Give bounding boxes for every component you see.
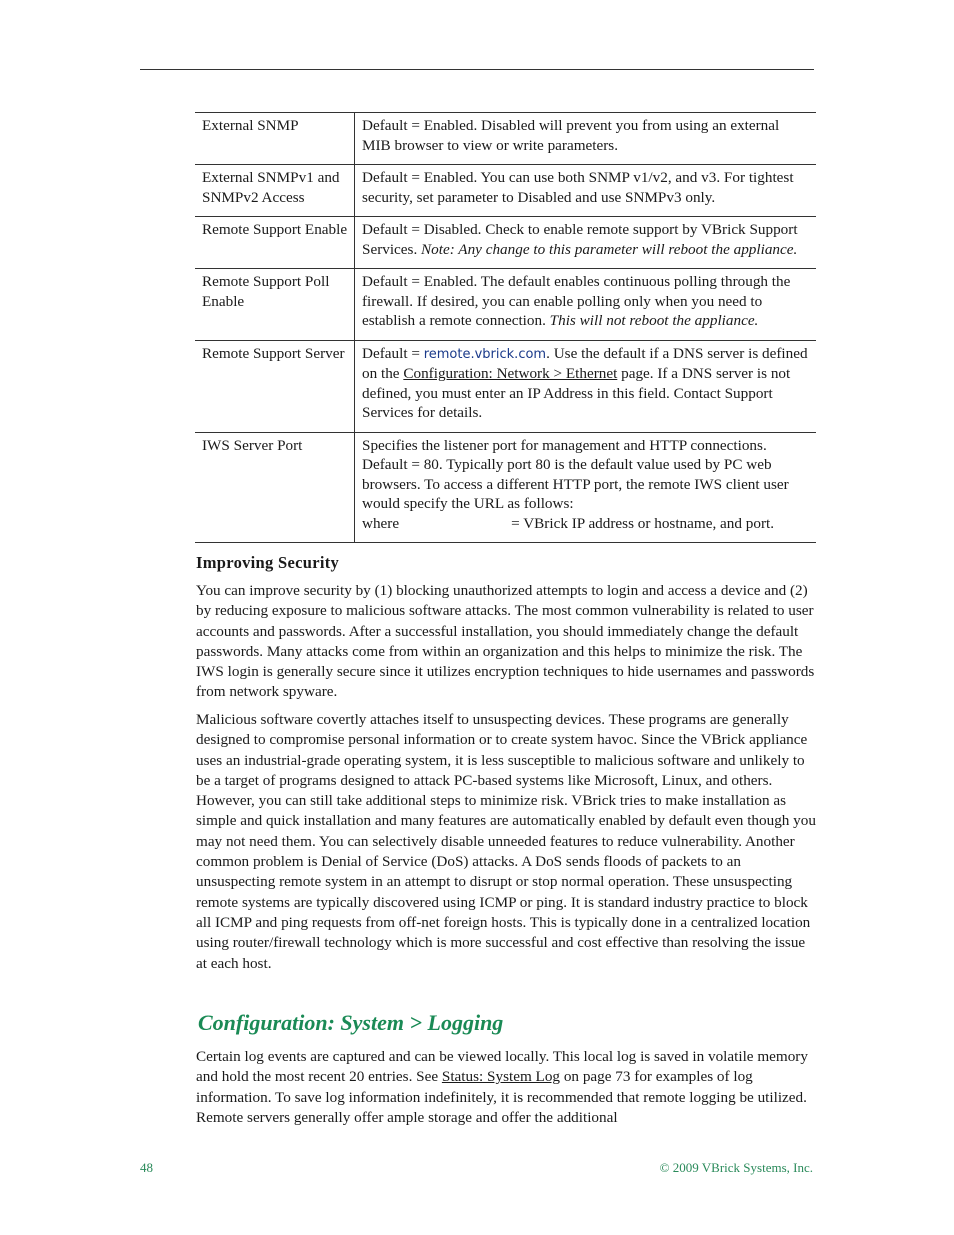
param-description: Default = Enabled. You can use both SNMP v1/v2, and v3. For tightest security, set parameter to Disabled and use SNMPv3 only. [355, 165, 817, 217]
security-paragraph-2: Malicious software covertly attaches itself to unsuspecting devices. These programs are generally designed to compromise personal information or to create system havoc. Since the VBrick appliance uses an industrial-grade operating system, it is less susceptible to malicious software and unlikely to be a target of programs designed to attack PC-based systems like Microsoft, Linux, and others. However, you can still take additional steps to minimize risk. VBrick tries to make installation as simple and quick installation and many features are automatically enabled by default even though you may not need them. You can selectively disable unneeded features to reduce vulnerability. Another common problem is Denial of Service (DoS) attacks. A DoS sends floods of packets to an unsuspecting remote system in an attempt to disrupt or stop normal operation. These unsuspecting remote systems are typically discovered using ICMP or ping. It is standard industry practice to block all ICMP and ping requests from off-net foreign hosts. This is typically done in a centralized location using router/firewall technology which is more successful and cost effective than resolving the issue at each host. [196, 711, 816, 972]
param-description: Default = Enabled. The default enables continuous polling through the firewall. If desired, you can enable polling only when you need to establish a remote connection. This will not reboot the appliance. [355, 269, 817, 341]
param-description: Default = Enabled. Disabled will prevent you from using an external MIB browser to view or write parameters. [355, 113, 817, 165]
param-note: This will not reboot the appliance. [549, 312, 759, 329]
table-row [195, 432, 816, 543]
param-name: Remote Support Server [195, 340, 355, 432]
param-name: IWS Server Port [195, 432, 355, 543]
param-description: Specifies the listener port for management and HTTP connections. Default = 80. Typically port 80 is the default value used by PC web browsers. To access a different HTTP port, the remote IWS client user would specify the URL as follows: where = VBrick IP address or hostname, and port. [355, 432, 817, 543]
server-address: remote.vbrick.com [423, 346, 547, 362]
improving-security-heading: Improving Security [196, 553, 340, 572]
parameter-table [195, 112, 816, 543]
table-row [195, 269, 816, 341]
where-label: where [362, 514, 400, 532]
param-name: Remote Support Poll Enable [195, 269, 355, 341]
table-row [195, 113, 816, 165]
table-row [195, 165, 816, 217]
param-description: Default = Disabled. Check to enable remote support by VBrick Support Services. Note: Any change to this parameter will reboot the appliance. [355, 217, 817, 269]
page-number: 48 [140, 1160, 153, 1175]
param-description: Default = remote.vbrick.com. Use the default if a DNS server is defined on the Configuration: Network > Ethernet page. If a DNS server is not defined, you must enter an IP Address in this field. Contact Support Services for details. [355, 340, 817, 432]
logging-paragraph: Certain log events are captured and can be viewed locally. This local log is saved in volatile memory and hold the most recent 20 entries. See Status: System Log on page 73 for examples of log information. To save log information indefinitely, it is recommended that remote logging be utilized. Remote servers generally offer ample storage and offer the additional [196, 1048, 808, 1126]
param-name: External SNMPv1 and SNMPv2 Access [195, 165, 355, 217]
table-row [195, 217, 816, 269]
copyright: © 2009 VBrick Systems, Inc. [659, 1160, 813, 1175]
logging-section-title: Configuration: System > Logging [198, 1010, 504, 1035]
security-paragraph-1: You can improve security by (1) blocking unauthorized attempts to login and access a device and (2) by reducing exposure to malicious software attacks. The most common vulnerability is related to user accounts and passwords. After a successful installation, you should immediately change the default passwords. Many attacks come from within an organization and this helps to minimize the risk. The IWS login is generally secure since it utilizes encryption techniques to hide usernames and passwords from network spyware. [196, 582, 815, 701]
param-name: Remote Support Enable [195, 217, 355, 269]
param-name: External SNMP [195, 113, 355, 165]
system-log-link[interactable]: Status: System Log [441, 1068, 561, 1086]
where-text: = VBrick IP address or hostname, and port. [511, 514, 775, 532]
param-note: Note: Any change to this parameter will reboot the appliance. [421, 240, 798, 258]
header-rule [140, 69, 814, 70]
ethernet-config-link[interactable]: Configuration: Network > Ethernet [403, 365, 618, 382]
table-row [195, 340, 816, 432]
